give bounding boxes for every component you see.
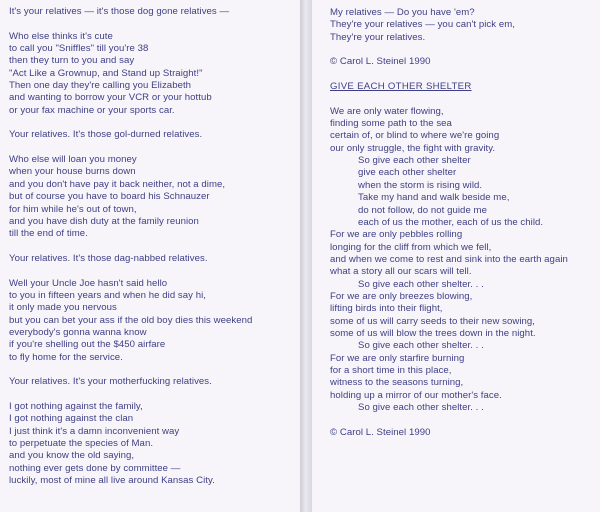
refrain-line: when the storm is rising wild. bbox=[358, 179, 483, 191]
poem-line: everybody's gonna wanna know bbox=[9, 326, 147, 338]
poem-line: Your relatives. It's those dag-nabbed relatives. bbox=[9, 252, 208, 264]
poem-line: "Act Like a Grownup, and Stand up Straight!" bbox=[9, 67, 203, 79]
poem-line: and you know the old saying, bbox=[9, 450, 135, 462]
poem-line: Your relatives. It's those gol-durned relatives. bbox=[9, 129, 203, 141]
poem-line: Well your Uncle Joe hasn't said hello bbox=[9, 277, 168, 289]
poem-line: I got nothing against the family, bbox=[9, 401, 143, 412]
copyright-line: © Carol L. Steinel 1990 bbox=[330, 426, 431, 438]
poem-line: lifting birds into their flight, bbox=[330, 303, 443, 315]
poem-line: some of us will carry seeds to their new sowing, bbox=[330, 315, 536, 327]
stanza bbox=[9, 129, 300, 141]
poem-line: or your fax machine or your sports car. bbox=[9, 104, 175, 116]
refrain-line: give each other shelter bbox=[358, 167, 457, 179]
right-page bbox=[312, 0, 600, 512]
relatives-poem-ending bbox=[330, 7, 600, 44]
poem-line: to fly home for the service. bbox=[9, 351, 123, 363]
poem-title: GIVE EACH OTHER SHELTER bbox=[330, 81, 472, 93]
poem-line: For we are only pebbles rolling bbox=[330, 229, 463, 241]
poem-line: I just think it's a damn inconvenient way bbox=[9, 425, 180, 437]
poem-line: I got nothing against the clan bbox=[9, 413, 134, 425]
poem-line: what a story all our scars will tell. bbox=[330, 266, 472, 278]
poem-line: Who else will loan you money bbox=[9, 154, 137, 166]
poem-line: for a short time in this place, bbox=[330, 364, 452, 376]
poem-line: it only made you nervous bbox=[9, 302, 117, 314]
poem-line: We are only water flowing, bbox=[330, 105, 444, 117]
stanza bbox=[9, 278, 300, 364]
refrain-line: So give each other shelter. . . bbox=[358, 340, 484, 352]
poem-line: Your relatives. It's your motherfucking relatives. bbox=[9, 376, 212, 388]
poem-line: then they turn to you and say bbox=[9, 55, 135, 67]
poem-line: holding up a mirror of our mother's face. bbox=[330, 389, 502, 401]
shelter-poem bbox=[330, 106, 600, 415]
poem-line: For we are only breezes blowing, bbox=[330, 290, 473, 302]
poem-line: Who else thinks it's cute bbox=[9, 30, 113, 42]
poem-line: and wanting to borrow your VCR or your hottub bbox=[9, 92, 212, 104]
relatives-poem bbox=[9, 6, 300, 487]
poem-line: for him while he's out of town, bbox=[9, 203, 137, 215]
poem-line: certain of, or blind to where we're going bbox=[330, 130, 500, 142]
poem-line: They're your relatives. bbox=[330, 31, 426, 43]
poem-line: nothing ever gets done by committee — bbox=[9, 462, 181, 474]
poem-line: if you're shelling out the $450 airfare bbox=[9, 339, 166, 351]
poem-line: luckily, most of mine all live around Kansas City. bbox=[9, 475, 215, 487]
refrain-line: So give each other shelter. . . bbox=[358, 278, 484, 290]
poem-line: My relatives — Do you have 'em? bbox=[330, 7, 475, 18]
poem-line: longing for the cliff from which we fell, bbox=[330, 241, 492, 253]
stanza bbox=[9, 401, 300, 487]
poem-line: For we are only starfire burning bbox=[330, 352, 465, 364]
refrain-line: do not follow, do not guide me bbox=[358, 204, 487, 216]
stanza bbox=[9, 154, 300, 240]
stanza bbox=[9, 376, 300, 388]
poem-line: to perpetuate the species of Man. bbox=[9, 438, 154, 450]
poem-line: but you can bet your ass if the old boy dies this weekend bbox=[9, 314, 253, 326]
poem-line: to call you "Sniffles" till you're 38 bbox=[9, 43, 149, 55]
stanza bbox=[9, 6, 300, 18]
stanza bbox=[9, 31, 300, 117]
poem-line: our only struggle, the fight with gravity. bbox=[330, 142, 496, 154]
poem-line: and you have dish duty at the family reunion bbox=[9, 215, 199, 227]
poem-line: Then one day they're calling you Elizabeth bbox=[9, 80, 192, 92]
book-gutter bbox=[300, 0, 312, 512]
poem-line: to you in fifteen years and when he did say hi, bbox=[9, 289, 207, 301]
poem-line: till the end of time. bbox=[9, 228, 88, 240]
poem-line: and when we come to rest and sink into the earth again bbox=[330, 253, 568, 265]
refrain-line: So give each other shelter. . . bbox=[358, 402, 484, 413]
poem-line: They're your relatives — you can't pick em, bbox=[330, 19, 515, 31]
poem-line: but of course you have to board his Schnauzer bbox=[9, 191, 210, 203]
stanza bbox=[9, 253, 300, 265]
refrain-line: Take my hand and walk beside me, bbox=[358, 192, 510, 204]
copyright-line: © Carol L. Steinel 1990 bbox=[330, 56, 431, 68]
poem-line: finding some path to the sea bbox=[330, 118, 452, 130]
refrain-line: each of us the mother, each of us the child. bbox=[358, 216, 544, 228]
poem-line: It's your relatives — it's those dog gone relatives — bbox=[9, 6, 230, 17]
poem-line: some of us will blow the trees down in the night. bbox=[330, 327, 536, 339]
refrain-line: So give each other shelter bbox=[358, 155, 471, 167]
poem-line: witness to the seasons turning, bbox=[330, 377, 464, 389]
poem-line: when your house burns down bbox=[9, 166, 136, 178]
poem-line: and you don't have pay it back neither, not a dime, bbox=[9, 178, 226, 190]
